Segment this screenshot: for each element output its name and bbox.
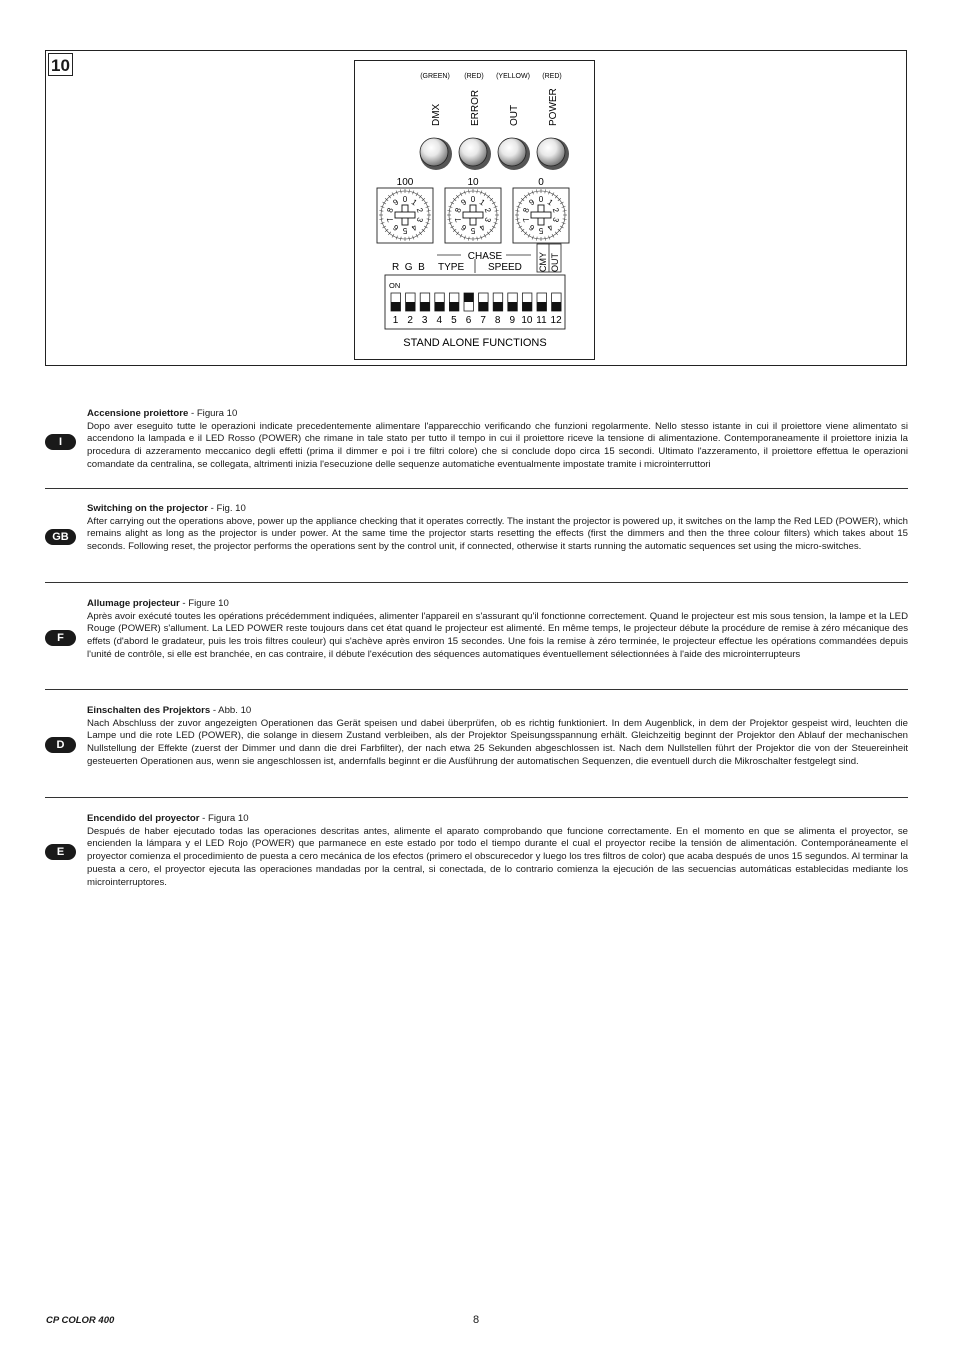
dial-digit: 5 (470, 226, 476, 235)
language-badge-f: F (45, 630, 76, 646)
section-heading (87, 503, 908, 516)
section-body (87, 408, 908, 472)
section-divider (45, 488, 908, 489)
led-color-label: (RED) (464, 73, 484, 80)
dip-switch[interactable] (391, 293, 401, 311)
section-paragraph: After carrying out the operations above, power up the appliance checking that it operates correctly. The instant the projector is powered up, it switches on the lamp the Red LED (POWER), which remains alight as long as the projector is under power. At the same time the projector starts resetting the effects (first the dimmers and then the three colour filters) which takes about 15 seconds. Following reset, the projector performs the operations sent by the control unit, if connected, otherwise it starts running the automatic sequences set using the micro-switches. (87, 515, 908, 553)
led-name-label: OUT (509, 104, 520, 126)
section-divider (45, 582, 908, 583)
dial-digit: 6 (391, 222, 401, 233)
dip-switch[interactable] (552, 293, 562, 311)
dial-multiplier-label: 10 (467, 177, 479, 188)
section-heading (87, 408, 908, 421)
dip-switch[interactable] (522, 293, 532, 311)
dial-digit: 9 (527, 197, 537, 208)
dip-switch-number: 8 (494, 315, 501, 326)
section-paragraph: Dopo aver eseguito tutte le operazioni indicate precedentemente alimentare l'apparecchio verificando che funzioni regolarmente. Nello stesso istante in cui il proiettore viene alimentato si accendono la lampada e il LED Rosso (POWER) che rimane in tale stato per tutto il tempo in cui il proiettore riceve la tensione di alimentazione. Contemporaneamente il proiettore inizia la procedura di azzeramento meccanico degli effetti (prima il dimmer e poi i tre filtri colore) che si conclude dopo circa 15 secondi. Ultimato l'azzeramento, il proiettore effettua le operazioni comandate da centralina, se collegata, altrimenti inizia l'esecuzione delle sequenze automatiche eventualmente impostate tramite i microinterruttori (87, 420, 908, 470)
dial-digit: 3 (550, 216, 561, 224)
dip-switch-number: 6 (465, 315, 472, 326)
section-heading (87, 813, 908, 826)
led-name-label: POWER (548, 88, 559, 126)
section-paragraph: Nach Abschluss der zuvor angezeigten Operationen das Gerät speisen und dabei überprüfen, ob es richtig funktioniert. In dem Augenblick, in dem der Projektor gespeist wird, leuchten die Lampe und die rote LED (POWER), die solange in diesem Zustand verbleiben, als der Projektor Speisungsspannung erhält. Gleichzeitig beginnt der Projektor den Ablauf der mechanischen Nullstellung der Effekte (zuerst der Dimmer und dann die drei Farbfilter), der nach etwa 25 Sekunden abgeschlossen ist. Nach dem Nullstellen führt der Projektor die von der Steuereinheit gesteuerten Operationen aus, wenn sie angeschlossen ist, andernfalls beginnt er die Ausführung der automatischen Sequenzen, die eventuell durch die Mikroschalter festgelegt sind. (87, 717, 908, 767)
dial-digit: 2 (550, 206, 561, 214)
rotary-dial[interactable] (513, 188, 569, 243)
section-title: Allumage projecteur (87, 598, 180, 609)
rotary-dial[interactable] (377, 188, 433, 243)
led-color-label: (RED) (542, 73, 562, 80)
led-color-label: (YELLOW) (496, 73, 530, 80)
dial-digit: 9 (459, 197, 469, 208)
dip-switch[interactable] (479, 293, 489, 311)
led-indicator (498, 138, 526, 166)
section-heading (87, 705, 908, 718)
out-label: OUT (550, 253, 560, 272)
dip-switch[interactable] (449, 293, 459, 311)
section-divider (45, 689, 908, 690)
led-indicator (537, 138, 565, 166)
section-title: Encendido del proyector (87, 813, 200, 824)
dip-switch[interactable] (493, 293, 503, 311)
panel-drawing (355, 61, 596, 361)
dip-switch[interactable] (537, 293, 547, 311)
type-label: TYPE (438, 262, 465, 273)
dial-digit: 1 (477, 197, 487, 208)
dial-digit: 7 (521, 216, 532, 224)
dial-digit: 4 (545, 222, 555, 233)
figure-ref: - Figura 10 (188, 408, 238, 419)
dial-digit: 2 (414, 206, 425, 214)
section-german (45, 689, 908, 797)
figure-caption: STAND ALONE FUNCTIONS (403, 337, 547, 349)
section-italian (45, 408, 908, 488)
dial-digit: 9 (391, 197, 401, 208)
control-panel-diagram (354, 60, 595, 360)
dip-switch[interactable] (435, 293, 445, 311)
dial-digit: 7 (453, 216, 464, 224)
footer-page-number: 8 (473, 1314, 480, 1326)
dial-digit: 0 (402, 195, 408, 204)
led-indicator (420, 138, 448, 166)
section-spanish (45, 797, 908, 897)
dip-switch-number: 12 (550, 315, 562, 326)
dial-digit: 5 (402, 226, 408, 235)
dial-multiplier-label: 0 (538, 177, 544, 188)
speed-label: SPEED (488, 262, 522, 273)
dial-digit: 1 (545, 197, 555, 208)
language-badge-gb: GB (45, 529, 76, 545)
section-body (87, 705, 908, 769)
dial-digit: 0 (538, 195, 544, 204)
dial-digit: 6 (527, 222, 537, 233)
dip-switch-number: 1 (392, 315, 399, 326)
figure-ref: - Figura 10 (199, 813, 249, 824)
dial-digit: 8 (385, 206, 396, 214)
dip-switch-number: 10 (521, 315, 533, 326)
figure-ref: - Fig. 10 (208, 503, 246, 514)
figure-ref: - Abb. 10 (210, 705, 252, 716)
dip-switch[interactable] (464, 293, 474, 311)
language-badge-d: D (45, 737, 76, 753)
led-name-label: DMX (431, 103, 442, 126)
dial-digit: 4 (409, 222, 419, 233)
dial-digit: 7 (385, 216, 396, 224)
led-name-label: ERROR (470, 89, 481, 126)
section-body (87, 503, 908, 554)
dip-switch-number: 5 (451, 315, 457, 326)
function-labels (392, 244, 561, 273)
dial-digit: 3 (414, 216, 425, 224)
cmy-label: CMY (538, 252, 548, 272)
footer-model-name: CP COLOR 400 (46, 1315, 115, 1326)
chase-label: CHASE (467, 251, 503, 262)
section-title: Einschalten des Projektors (87, 705, 211, 716)
dial-multiplier-label: 100 (396, 177, 414, 188)
section-french (45, 582, 908, 689)
dip-switch-number: 3 (421, 315, 428, 326)
section-title: Accensione proiettore (87, 408, 189, 419)
dial-digit: 4 (477, 222, 487, 233)
section-divider (45, 797, 908, 798)
dip-switch-number: 4 (436, 315, 443, 326)
dial-digit: 5 (538, 226, 544, 235)
language-badge-i: I (45, 434, 76, 450)
dial-digit: 8 (453, 206, 464, 214)
dial-digit: 0 (470, 195, 476, 204)
section-body (87, 813, 908, 889)
dial-digit: 1 (409, 197, 419, 208)
figure-ref: - Figure 10 (179, 598, 229, 609)
section-paragraph: Après avoir exécuté toutes les opérations précédemment indiquées, alimenter l'appareil en s'assurant qu'il fonctionne correctement. Quand le projecteur est mis sous tension, la lampe et la LED Rouge (POWER) s'allument. La LED POWER reste toujours dans cet état quand le projecteur est alimenté. En même temps, le projecteur débute la procédure de remise à zéro mécanique des effets (d'abord le gradateur, puis les trois filtres couleur) qui s'achève après environ 15 secondes. Une fois la remise à zéro terminée, le projecteur effectue les opérations commandées depuis l'unité de contrôle, si elle est branchée, en cas contraire, il débute l'exécution des séquences automatiques éventuellement sélectionnées à l'aide des microinterrupteurs (87, 610, 908, 660)
dip-switch[interactable] (508, 293, 518, 311)
led-color-label: (GREEN) (420, 73, 450, 80)
dial-digit: 8 (521, 206, 532, 214)
section-english (45, 488, 908, 582)
rgb-label: R G B (392, 262, 425, 273)
language-badge-e: E (45, 844, 76, 860)
dip-switch-number: 9 (509, 315, 516, 326)
dip-switch-number: 2 (407, 315, 413, 326)
dip-switch-number: 11 (536, 315, 547, 326)
section-heading (87, 598, 908, 611)
section-body (87, 598, 908, 662)
dial-digit: 3 (482, 216, 493, 224)
figure-number: 10 (48, 53, 73, 76)
dial-digit: 2 (482, 206, 493, 214)
dip-switch[interactable] (406, 293, 416, 311)
dip-switch[interactable] (420, 293, 430, 311)
rotary-dial[interactable] (445, 188, 501, 243)
section-paragraph: Después de haber ejecutado todas las operaciones descritas antes, alimente el aparato comprobando que funcione correctamente. En el momento en que se alimenta el proyector, se encienden la lámpara y el LED Rojo (POWER) que parmanece en este estado por todo el tiempo durante el cual el proyector recibe la tensión de alimentación. Contemporáneamente el proyector comienza el procedimiento de puesta a cero mecánica de los efectos (primero el obscurecedor y luego los tres filtros de color) que acaba después de unos 15 segundos. Al terminar la puesta a cero, el proyector ejecuta las operaciones mandadas por la central, si conectada, de lo contrario comienza la ejecución de las secuencias automáticas establecidas mediante los microinterruptores. (87, 825, 908, 888)
dial-digit: 6 (459, 222, 469, 233)
dip-switch-number: 7 (480, 315, 486, 326)
dip-on-label: ON (389, 281, 401, 290)
section-title: Switching on the projector (87, 503, 208, 514)
led-indicator (459, 138, 487, 166)
